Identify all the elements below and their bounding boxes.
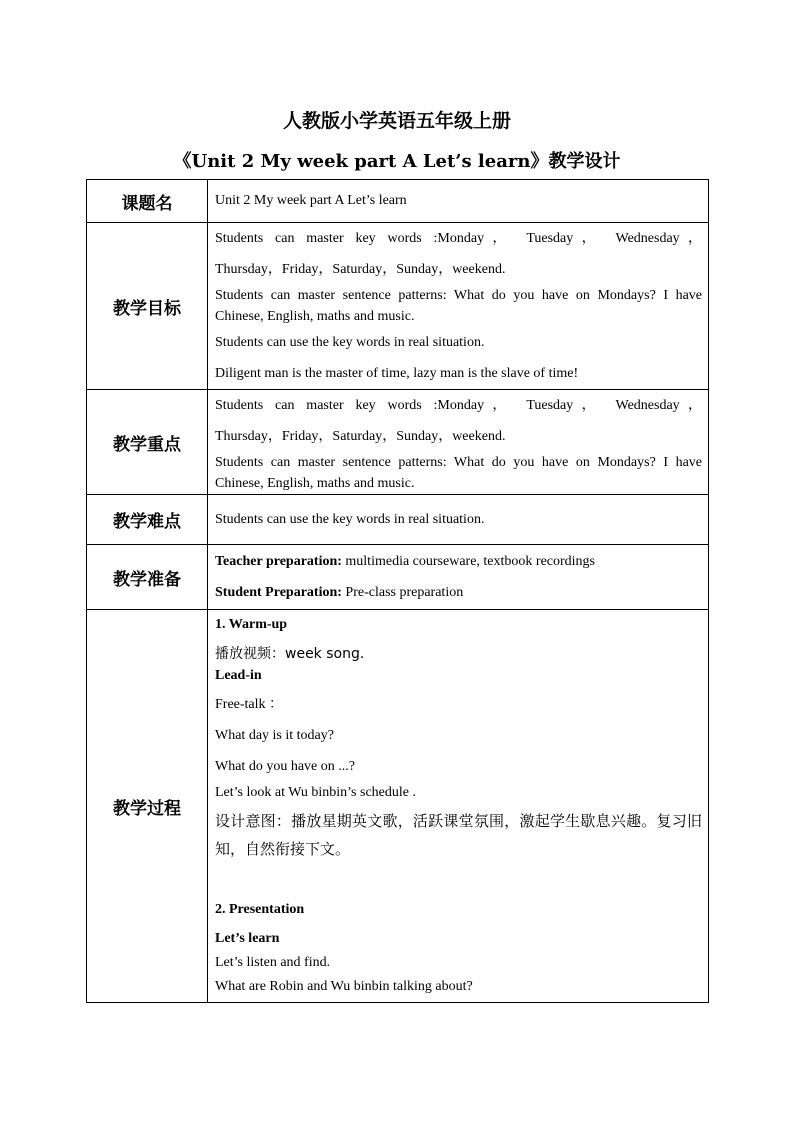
row-key-points	[87, 390, 709, 495]
question-3: Let’s look at Wu binbin’s schedule .	[215, 785, 416, 800]
label-objectives: 教学目标	[87, 223, 208, 390]
design-intent: 设计意图：播放星期英文歌，活跃课堂氛围，激起学生歇息兴趣。复习旧知，自然衔接下文。	[215, 812, 702, 858]
question-2: What do you have on ...?	[215, 759, 355, 774]
row-objectives	[87, 223, 709, 390]
key-points-content	[208, 390, 709, 495]
document-title: 人教版小学英语五年级上册	[282, 110, 511, 132]
objectives-line-5: Diligent man is the master of time, lazy man is the slave of time!	[215, 366, 579, 381]
label-topic: 课题名	[87, 180, 208, 223]
teacher-preparation	[215, 546, 702, 577]
teacher-preparation-label: Teacher preparation:	[215, 554, 342, 569]
key-points-line-1: Students can master key words :Monday， Tuesday， Wednesday，	[215, 398, 702, 413]
letslearn-heading: Let’s learn	[215, 931, 280, 946]
presentation-heading: 2. Presentation	[215, 902, 305, 917]
question-1: What day is it today?	[215, 728, 334, 743]
difficulties-value: Students can use the key words in real situation.	[208, 495, 709, 545]
leadin-heading: Lead-in	[215, 668, 262, 683]
preparation-content	[208, 545, 709, 610]
label-difficulties: 教学难点	[87, 495, 208, 545]
row-difficulties	[87, 495, 709, 545]
label-preparation: 教学准备	[87, 545, 208, 610]
label-process: 教学过程	[87, 610, 208, 1003]
student-preparation-label: Student Preparation:	[215, 585, 342, 600]
objectives-line-4: Students can use the key words in real situation.	[215, 335, 485, 350]
process-content	[208, 610, 709, 1003]
objectives-content	[208, 223, 709, 390]
lesson-plan-table	[86, 179, 709, 1003]
student-preparation	[215, 577, 702, 608]
freetalk-line: Free-talk ：	[215, 697, 284, 712]
objectives-line-2: Thursday，Friday，Saturday，Sunday，weekend.	[215, 262, 506, 277]
objectives-line-1: Students can master key words :Monday， Tuesday， Wednesday，	[215, 231, 702, 246]
warmup-heading: 1. Warm-up	[215, 617, 288, 632]
video-line: 播放视频：week song.	[215, 646, 365, 662]
student-preparation-text: Pre-class preparation	[345, 585, 464, 600]
row-preparation	[87, 545, 709, 610]
key-points-line-2: Thursday，Friday，Saturday，Sunday，weekend.	[215, 429, 506, 444]
teacher-preparation-text: multimedia courseware, textbook recordings	[345, 554, 595, 569]
talking-question: What are Robin and Wu binbin talking about?	[215, 979, 473, 994]
listen-line: Let’s listen and find.	[215, 955, 331, 970]
key-points-line-3: Students can master sentence patterns: What do you have on Mondays? I have Chinese, English, maths and music.	[215, 455, 702, 491]
row-topic	[87, 180, 709, 223]
objectives-line-3: Students can master sentence patterns: What do you have on Mondays? I have Chinese, English, maths and music.	[215, 288, 702, 324]
document-subtitle: 《Unit 2 My week part A Let’s learn》教学设计	[173, 151, 621, 172]
row-process	[87, 610, 709, 1003]
label-key-points: 教学重点	[87, 390, 208, 495]
topic-value: Unit 2 My week part A Let’s learn	[208, 180, 709, 223]
